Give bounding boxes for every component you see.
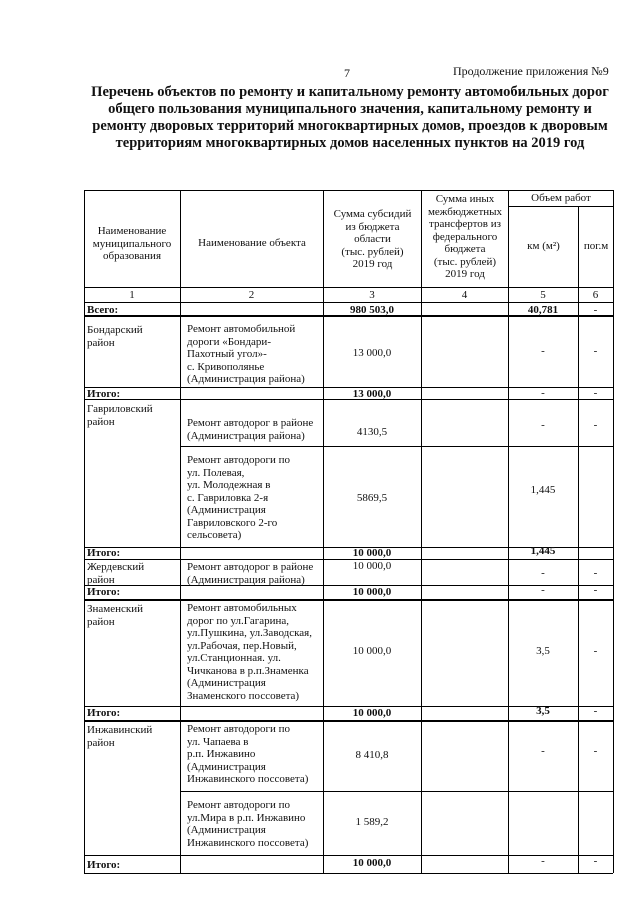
header-pm: пог.м	[583, 240, 609, 252]
object-name: Ремонт автодороги по ул.Мира в р.п. Инжавино (Администрация Инжавинского поссовета)	[187, 799, 309, 849]
total-label: Всего:	[87, 304, 119, 316]
object-name: Ремонт автодороги по ул. Полевая, ул. Молодежная в с. Гавриловка 2-я (Администрация Гавриловского 2-го сельсовета)	[187, 454, 291, 541]
km-value: -	[541, 345, 545, 357]
header-municipality: Наименование муниципального образования	[92, 225, 172, 262]
column-number: 3	[369, 289, 375, 301]
municipality-name: Инжавинский район	[87, 724, 153, 749]
column-number: 5	[540, 289, 546, 301]
km-value: -	[541, 745, 545, 757]
subtotal-label: Итого:	[87, 388, 121, 400]
subtotal-pm: -	[593, 705, 598, 717]
column-number: 2	[248, 289, 255, 301]
subsidy-value: 10 000,0	[352, 560, 392, 572]
subtotal-pm: -	[593, 387, 598, 399]
pm-value: -	[593, 745, 598, 757]
subtotal-km: -	[541, 584, 545, 596]
subsidy-value: 1 589,2	[355, 816, 389, 828]
subtotal-label: Итого:	[87, 547, 121, 559]
subtotal-subsidy: 10 000,0	[352, 547, 392, 559]
subtotal-km: -	[541, 855, 545, 867]
header-object: Наименование объекта	[198, 237, 306, 249]
object-name: Ремонт автодорог в районе (Администрация района)	[187, 561, 314, 586]
header-subsidy: Сумма субсидий из бюджета области (тыс. рублей) 2019 год	[333, 208, 412, 270]
subtotal-km: -	[541, 387, 545, 399]
header-km: км (м²)	[527, 240, 560, 252]
pm-value: -	[593, 419, 598, 431]
document-title: Перечень объектов по ремонту и капитальному ремонту автомобильных дорог общего пользования муниципального значения, капитальному ремонту и ремонту дворовых территорий многоквартирных домов, проездов к дворовым территориям многоквартирных домов населенных пунктов на 2019 год	[91, 84, 609, 151]
subtotal-km: 1,445	[530, 545, 556, 557]
column-number: 1	[129, 289, 135, 301]
subsidy-value: 10 000,0	[352, 645, 392, 657]
total-subsidy: 980 503,0	[350, 304, 394, 316]
subsidy-value: 4130,5	[356, 426, 388, 438]
object-name: Ремонт автомобильных дорог по ул.Гагарина, ул.Пушкина, ул.Заводская, ул.Рабочая, пер.Новый, ул.Станционная. ул. Чичканова в р.п.Знаменка (Администрация Знаменского поссовета)	[187, 602, 312, 702]
subsidy-value: 8 410,8	[355, 749, 389, 761]
municipality-name: Бондарский район	[87, 324, 143, 349]
subtotal-subsidy: 13 000,0	[352, 388, 392, 400]
object-name: Ремонт автомобильной дороги «Бондари- Пахотный угол»- с. Кривополянье (Администрация района)	[187, 323, 305, 385]
subtotal-km: 3,5	[536, 705, 550, 717]
header-volume: Объем работ	[531, 192, 591, 204]
object-name: Ремонт автодороги по ул. Чапаева в р.п. Инжавино (Администрация Инжавинского поссовета)	[187, 723, 309, 785]
subtotal-label: Итого:	[87, 859, 121, 871]
header-transfers: Сумма иных межбюджетных трансфертов из федерального бюджета (тыс. рублей) 2019 год	[427, 193, 503, 280]
subsidy-value: 13 000,0	[352, 347, 392, 359]
pm-value: -	[593, 567, 598, 579]
subtotal-label: Итого:	[87, 586, 121, 598]
km-value: 1,445	[530, 484, 556, 496]
subtotal-pm: -	[593, 584, 598, 596]
municipality-name: Гавриловский район	[87, 403, 153, 428]
subtotal-subsidy: 10 000,0	[352, 586, 392, 598]
km-value: -	[541, 419, 545, 431]
subsidy-value: 5869,5	[356, 492, 388, 504]
subtotal-pm: -	[593, 855, 598, 867]
municipality-name: Жердевский район	[87, 561, 145, 586]
total-pm: -	[593, 304, 598, 316]
municipality-name: Знаменский район	[87, 603, 144, 628]
pm-value: -	[593, 645, 598, 657]
km-value: 3,5	[536, 645, 550, 657]
continuation-note: Продолжение приложения №9	[453, 64, 609, 78]
subtotal-subsidy: 10 000,0	[352, 707, 392, 719]
column-number: 6	[592, 289, 599, 301]
subtotal-subsidy: 10 000,0	[352, 857, 392, 869]
total-km: 40,781	[527, 304, 559, 316]
pm-value: -	[593, 345, 598, 357]
object-name: Ремонт автодорог в районе (Администрация района)	[187, 417, 314, 442]
subtotal-label: Итого:	[87, 707, 121, 719]
page-number: 7	[344, 66, 350, 80]
km-value: -	[541, 567, 545, 579]
column-number: 4	[461, 289, 468, 301]
